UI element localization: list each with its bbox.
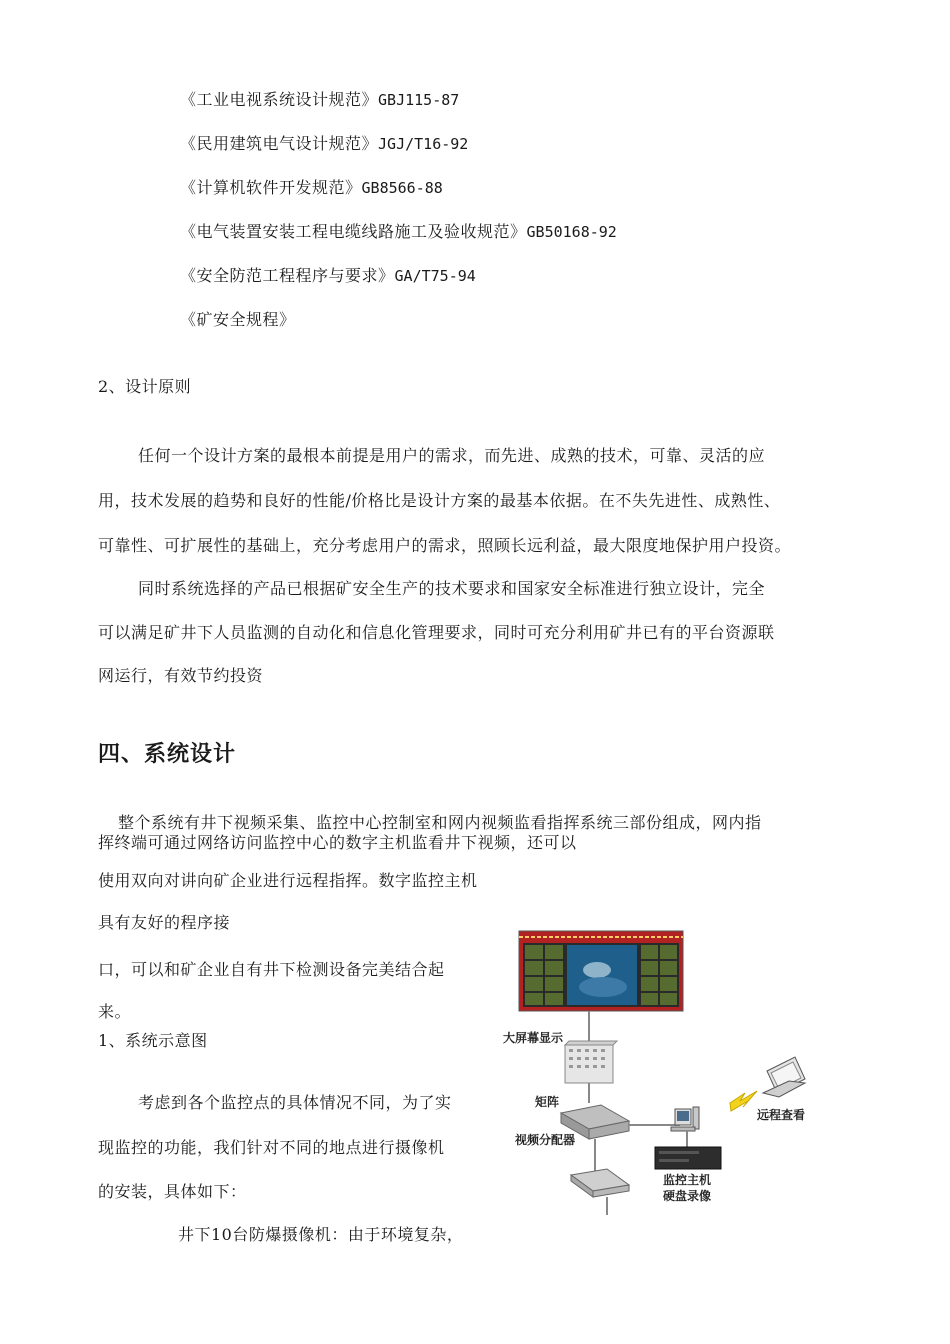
standard-item: 《计算机软件开发规范》GB8566-88 bbox=[180, 178, 443, 197]
paragraph-line: 考虑到各个监控点的具体情况不同，为了实 bbox=[138, 1093, 452, 1112]
paragraph-line: 现监控的功能，我们针对不同的地点进行摄像机 bbox=[98, 1138, 445, 1157]
paragraph-line: 可靠性、可扩展性的基础上，充分考虑用户的需求，照顾长远利益，最大限度地保护用户投资。 bbox=[98, 536, 792, 555]
paragraph-line: 网运行，有效节约投资 bbox=[98, 666, 264, 685]
standard-item: 《民用建筑电气设计规范》JGJ/T16-92 bbox=[180, 134, 469, 153]
paragraph-line: 挥终端可通过网络访问监控中心的数字主机监看井下视频，还可以 bbox=[98, 833, 577, 852]
paragraph-line: 同时系统选择的产品已根据矿安全生产的技术要求和国家安全标准进行独立设计，完全 bbox=[138, 579, 766, 598]
label-big-screen: 大屏幕显示 bbox=[503, 1031, 564, 1045]
paragraph-line: 可以满足矿井下人员监测的自动化和信息化管理要求，同时可充分利用矿井已有的平台资源联 bbox=[98, 623, 775, 642]
dvr-device bbox=[655, 1147, 721, 1169]
wireless-link-icon bbox=[730, 1091, 757, 1111]
matrix-device bbox=[565, 1041, 617, 1083]
paragraph-line: 任何一个设计方案的最根本前提是用户的需求，而先进、成熟的技术，可靠、灵活的应 bbox=[138, 446, 766, 465]
standard-item: 《工业电视系统设计规范》GBJ115-87 bbox=[180, 90, 460, 109]
chapter-heading: 四、系统设计 bbox=[98, 742, 237, 767]
paragraph-line: 的安装，具体如下： bbox=[98, 1182, 247, 1201]
label-remote: 远程查看 bbox=[757, 1108, 806, 1122]
switch-device bbox=[571, 1169, 629, 1197]
subsection-heading: 1、系统示意图 bbox=[98, 1031, 208, 1050]
standard-item: 《矿安全规程》 bbox=[180, 310, 296, 329]
label-host: 监控主机 bbox=[663, 1173, 712, 1187]
section-heading: 2、设计原则 bbox=[98, 377, 192, 396]
label-splitter: 视频分配器 bbox=[515, 1133, 576, 1147]
video-wall bbox=[519, 931, 683, 1011]
paragraph-line: 井下10台防爆摄像机：由于环境复杂， bbox=[178, 1225, 464, 1244]
paragraph-line: 整个系统有井下视频采集、监控中心控制室和网内视频监看指挥系统三部份组成，网内指 bbox=[118, 813, 762, 832]
label-dvr: 硬盘录像 bbox=[663, 1189, 712, 1203]
paragraph-line: 用，技术发展的趋势和良好的性能/价格比是设计方案的最基本依据。在不失先进性、成熟性、 bbox=[98, 491, 781, 510]
paragraph-line: 来。 bbox=[98, 1002, 132, 1021]
label-matrix: 矩阵 bbox=[535, 1095, 560, 1109]
standard-item: 《安全防范工程程序与要求》GA/T75-94 bbox=[180, 266, 476, 285]
standard-item: 《电气装置安装工程电缆线路施工及验收规范》GB50168-92 bbox=[180, 222, 617, 241]
pc-device bbox=[671, 1107, 699, 1131]
paragraph-line: 使用双向对讲向矿企业进行远程指挥。数字监控主机 bbox=[98, 871, 478, 890]
paragraph-line: 具有友好的程序接 bbox=[98, 913, 231, 932]
system-diagram bbox=[505, 925, 825, 1225]
laptop-icon bbox=[763, 1057, 805, 1097]
paragraph-line: 口，可以和矿企业自有井下检测设备完美结合起 bbox=[98, 960, 445, 979]
